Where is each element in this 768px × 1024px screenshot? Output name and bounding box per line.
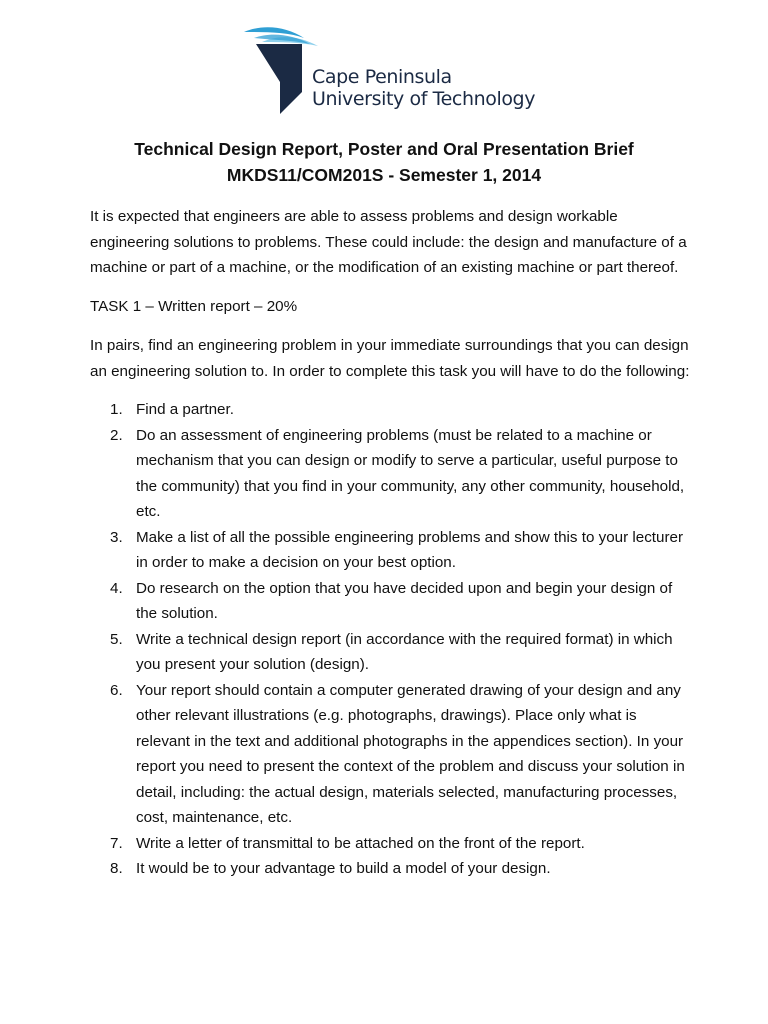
list-item — [90, 397, 690, 423]
list-item-text: Do an assessment of engineering problems (must be related to a machine or mechanism that you can design or modify to serve a particular, useful purpose to the community) that you find in your community, any other community, household, etc. — [136, 426, 685, 520]
steps-list — [90, 397, 690, 882]
list-item-number: 8. — [110, 860, 123, 877]
logo-line-1: Cape Peninsula — [312, 66, 452, 88]
list-item-text: Write a letter of transmittal to be attached on the front of the report. — [136, 834, 585, 852]
list-item — [90, 678, 690, 831]
document-body — [90, 204, 690, 882]
list-item-text: Make a list of all the possible engineering problems and show this to your lecturer in order to make a decision on your best option. — [136, 528, 684, 571]
intro-paragraph: It is expected that engineers are able to assess problems and design workable engineering solutions to problems. These could include: the design and manufacture of a machine or part of a machine, or the modification of an existing machine or part thereof. — [90, 208, 687, 276]
logo-line-2: University of Technology — [312, 88, 536, 110]
list-item-text: Your report should contain a computer generated drawing of your design and any other relevant illustrations (e.g. photographs, drawings). Place only what is relevant in the text and additional photographs in the appendices section). In your report you need to present the context of the problem and discuss your solution in detail, including: the actual design, materials selected, manufacturing processes, cost, maintenance, etc. — [136, 681, 685, 826]
list-item-number: 1. — [110, 401, 123, 418]
task-intro-paragraph: In pairs, find an engineering problem in your immediate surroundings that you can design an engineering solution to. In order to complete this task you will have to do the following: — [90, 337, 690, 380]
list-item — [90, 831, 690, 857]
list-item-text: It would be to your advantage to build a model of your design. — [136, 860, 551, 877]
list-item-number: 3. — [110, 528, 123, 546]
document-title — [0, 136, 768, 188]
list-item — [90, 525, 690, 576]
list-item — [90, 627, 690, 678]
list-item-text: Write a technical design report (in accordance with the required format) in which you present your solution (design). — [136, 630, 673, 673]
logo-wordmark — [312, 66, 535, 110]
list-item — [90, 576, 690, 627]
title-line-2: MKDS11/COM201S - Semester 1, 2014 — [226, 165, 542, 185]
list-item — [90, 423, 690, 525]
task-heading: TASK 1 – Written report – 20% — [90, 297, 298, 315]
list-item-number: 6. — [110, 681, 123, 699]
list-item-text: Do research on the option that you have decided upon and begin your design of the solution. — [136, 579, 673, 622]
list-item — [90, 856, 690, 882]
title-line-1: Technical Design Report, Poster and Oral Presentation Brief — [134, 139, 634, 159]
list-item-text: Find a partner. — [136, 401, 234, 418]
list-item-number: 7. — [110, 834, 123, 852]
list-item-number: 4. — [110, 579, 123, 597]
university-logo — [240, 22, 540, 117]
list-item-number: 2. — [110, 426, 123, 444]
list-item-number: 5. — [110, 630, 123, 648]
cput-emblem-icon — [240, 22, 320, 114]
